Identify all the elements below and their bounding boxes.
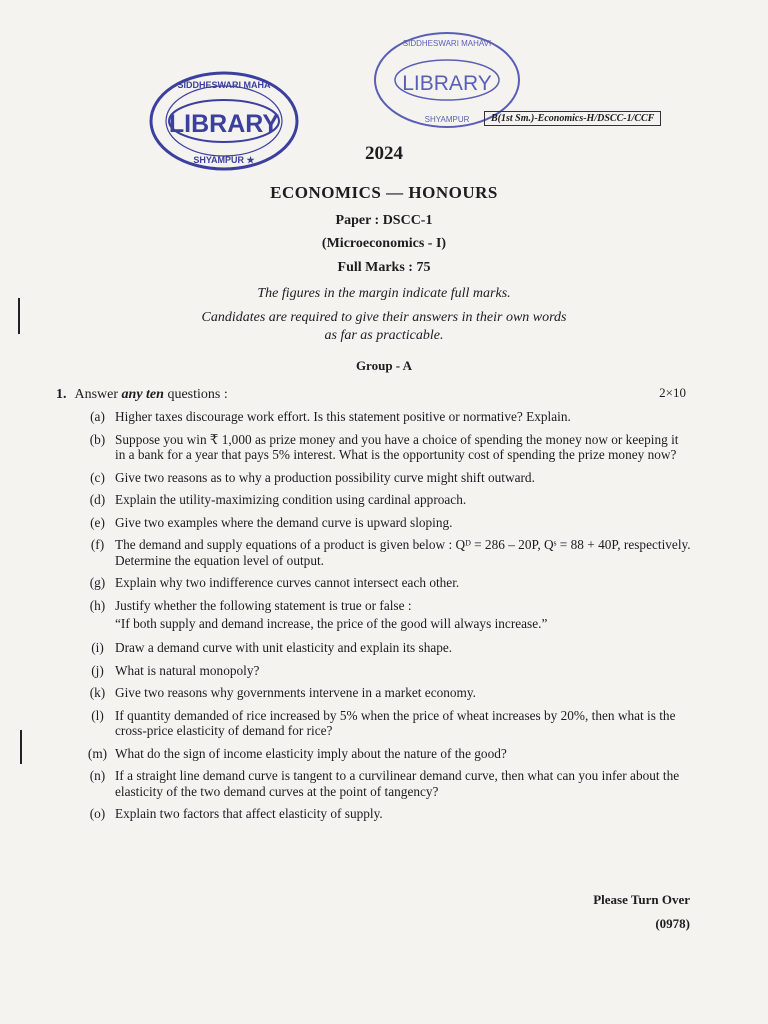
item-text: Justify whether the following statement is true or false : [115, 597, 412, 613]
item-h-quote: “If both supply and demand increase, the price of the good will always increase.” [115, 616, 548, 631]
item-text: Draw a demand curve with unit elasticity and explain its shape. [115, 640, 453, 655]
item-text: Give two reasons as to why a production possibility curve might shift outward. [115, 469, 535, 485]
question-post: questions : [163, 387, 228, 402]
instruction-line-1: Candidates are required to give their answers in their own words [201, 310, 567, 325]
item-label: (o) [89, 806, 106, 821]
question-item [80, 409, 692, 425]
item-label: (g) [89, 575, 106, 590]
item-text: Explain two factors that affect elasticity of supply. [115, 806, 383, 821]
question-number: 1. [56, 387, 67, 402]
svg-text:SHYAMPUR: SHYAMPUR [424, 115, 470, 124]
item-label: (d) [89, 492, 106, 507]
exam-subject: ECONOMICS — HONOURS [270, 183, 498, 202]
item-text: Suppose you win ₹ 1,000 as prize money and you have a choice of spending the money now or keeping it in a bank for a year that pays 5% interest. What is the opportunity cost of spending the prize money now? [115, 431, 679, 462]
question-item [80, 470, 692, 486]
item-text: Explain why two indifference curves cannot intersect each other. [115, 575, 460, 590]
paper-number: (0978) [655, 916, 690, 931]
item-label: (h) [89, 597, 106, 613]
paper-code-box: B(1st Sm.)-Economics-H/DSCC-1/CCF [484, 111, 661, 126]
item-text: Give two examples where the demand curve is upward sloping. [115, 514, 453, 530]
question-item [80, 708, 692, 739]
question-items [80, 409, 692, 829]
margin-mark-top [18, 298, 20, 334]
item-text: The demand and supply equations of a product is given below : Qᴰ = 286 – 20P, Qˢ = 88 + 40P, respectively. Determine the equation level of output. [115, 537, 691, 568]
question-item [80, 768, 692, 799]
margin-note: The figures in the margin indicate full marks. [257, 286, 511, 301]
item-label: (k) [89, 685, 106, 700]
instruction-note [0, 309, 768, 345]
item-text: If a straight line demand curve is tangent to a curvilinear demand curve, then what can you infer about the elasticity of the two demand curves at the point of tangency? [115, 768, 680, 799]
question-item [80, 432, 692, 463]
paper-title: Paper : DSCC-1 [335, 213, 433, 228]
item-label: (b) [89, 431, 106, 447]
stamp-left-label: LIBRARY [168, 110, 280, 138]
item-label: (e) [90, 514, 105, 530]
question-item [80, 537, 692, 568]
question-heading [56, 387, 228, 403]
stamp-right-label: LIBRARY [402, 72, 492, 95]
question-item [80, 806, 692, 822]
item-text: If quantity demanded of rice increased by 5% when the price of wheat increases by 20%, then what is the cross-price elasticity of demand for rice? [115, 707, 676, 738]
item-label: (i) [91, 640, 104, 655]
full-marks: Full Marks : 75 [337, 260, 431, 275]
question-marks: 2×10 [659, 385, 686, 400]
item-text: What is natural monopoly? [115, 662, 260, 678]
item-text: Higher taxes discourage work effort. Is this statement positive or normative? Explain. [115, 409, 571, 424]
paper-subtitle: (Microeconomics - I) [321, 236, 447, 251]
question-item [80, 575, 692, 591]
item-label: (j) [91, 662, 104, 678]
group-heading: Group - A [355, 358, 413, 373]
svg-text:SHYAMPUR ★: SHYAMPUR ★ [193, 155, 255, 165]
item-label: (m) [87, 745, 108, 761]
question-item [80, 663, 692, 679]
question-item [80, 492, 692, 508]
exam-year: 2024 [365, 143, 403, 164]
svg-text:SIDDHESWARI MAHAVI: SIDDHESWARI MAHAVI [402, 39, 492, 48]
question-pre: Answer [74, 387, 122, 402]
item-label: (n) [89, 768, 106, 783]
margin-mark-bottom [20, 730, 22, 764]
svg-text:SIDDHESWARI MAHA: SIDDHESWARI MAHA [177, 80, 271, 90]
question-emphasis: any ten [121, 387, 164, 402]
item-text: What do the sign of income elasticity imply about the nature of the good? [115, 745, 507, 761]
question-item [80, 685, 692, 701]
item-label: (a) [90, 409, 105, 424]
item-label: (c) [90, 469, 105, 485]
question-item [80, 640, 692, 656]
instruction-line-2: as far as practicable. [324, 328, 444, 343]
item-text: Explain the utility-maximizing condition using cardinal approach. [115, 492, 467, 507]
please-turn-over: Please Turn Over [593, 892, 690, 907]
question-item [80, 598, 692, 614]
item-label: (l) [91, 707, 104, 723]
item-label: (f) [90, 537, 105, 552]
question-item [80, 515, 692, 531]
question-item [80, 746, 692, 762]
item-text: Give two reasons why governments intervene in a market economy. [115, 685, 477, 700]
